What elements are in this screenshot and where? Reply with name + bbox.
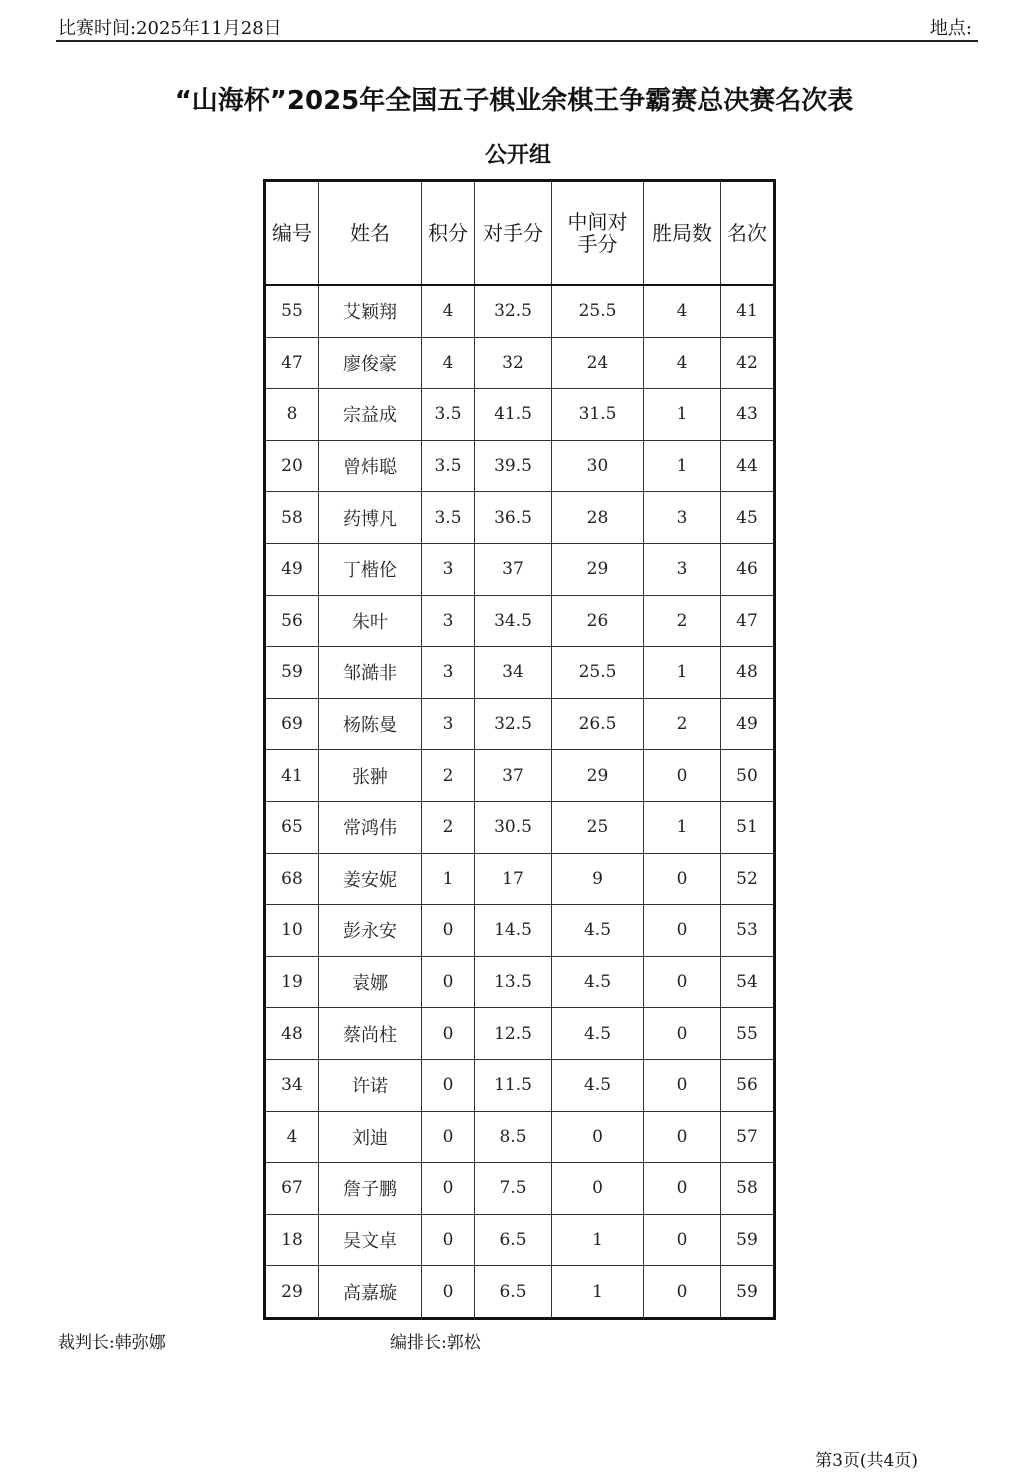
cell-name: 张翀 [319, 750, 422, 802]
cell-rank: 41 [721, 285, 775, 337]
cell-score: 3 [422, 647, 475, 699]
cell-rank: 45 [721, 492, 775, 544]
column-header-name: 姓名 [319, 181, 422, 286]
cell-wins: 4 [644, 337, 721, 389]
cell-opponent-score: 17 [475, 853, 552, 905]
cell-score: 3 [422, 543, 475, 595]
cell-middle-opponent-score: 1 [552, 1214, 644, 1266]
cell-name: 姜安妮 [319, 853, 422, 905]
cell-opponent-score: 30.5 [475, 801, 552, 853]
cell-rank: 46 [721, 543, 775, 595]
cell-opponent-score: 41.5 [475, 389, 552, 441]
cell-middle-opponent-score: 24 [552, 337, 644, 389]
cell-name: 宗益成 [319, 389, 422, 441]
cell-middle-opponent-score: 28 [552, 492, 644, 544]
cell-middle-opponent-score: 25.5 [552, 285, 644, 337]
cell-wins: 0 [644, 1059, 721, 1111]
cell-middle-opponent-score: 25 [552, 801, 644, 853]
column-header-rank: 名次 [721, 181, 775, 286]
chief-scheduler: 编排长:郭松 [390, 1333, 481, 1353]
table-row [265, 1163, 775, 1215]
cell-id: 55 [265, 285, 319, 337]
cell-rank: 53 [721, 905, 775, 957]
cell-id: 65 [265, 801, 319, 853]
cell-id: 41 [265, 750, 319, 802]
cell-wins: 2 [644, 595, 721, 647]
cell-id: 19 [265, 956, 319, 1008]
table-row [265, 956, 775, 1008]
cell-middle-opponent-score: 25.5 [552, 647, 644, 699]
cell-score: 0 [422, 956, 475, 1008]
column-header-middle-opponent-score [552, 181, 644, 286]
cell-score: 0 [422, 905, 475, 957]
cell-score: 0 [422, 1214, 475, 1266]
cell-id: 20 [265, 440, 319, 492]
cell-middle-opponent-score: 0 [552, 1111, 644, 1163]
table-row [265, 492, 775, 544]
table-row [265, 285, 775, 337]
cell-wins: 0 [644, 1008, 721, 1060]
cell-middle-opponent-score: 31.5 [552, 389, 644, 441]
column-header-middle-opponent-score-text: 中间对手分 [567, 210, 628, 256]
cell-opponent-score: 32 [475, 337, 552, 389]
table-row [265, 543, 775, 595]
cell-score: 4 [422, 285, 475, 337]
cell-name: 曾炜聪 [319, 440, 422, 492]
cell-name: 杨陈曼 [319, 698, 422, 750]
cell-wins: 1 [644, 801, 721, 853]
cell-id: 48 [265, 1008, 319, 1060]
cell-id: 34 [265, 1059, 319, 1111]
cell-wins: 0 [644, 1266, 721, 1319]
cell-wins: 1 [644, 389, 721, 441]
cell-score: 0 [422, 1111, 475, 1163]
table-row [265, 595, 775, 647]
cell-id: 59 [265, 647, 319, 699]
cell-name: 高嘉璇 [319, 1266, 422, 1319]
cell-rank: 47 [721, 595, 775, 647]
cell-opponent-score: 32.5 [475, 285, 552, 337]
cell-opponent-score: 32.5 [475, 698, 552, 750]
ranking-table-body [265, 285, 775, 1318]
cell-opponent-score: 14.5 [475, 905, 552, 957]
cell-middle-opponent-score: 0 [552, 1163, 644, 1215]
cell-score: 3.5 [422, 440, 475, 492]
cell-id: 56 [265, 595, 319, 647]
table-row [265, 1059, 775, 1111]
cell-id: 58 [265, 492, 319, 544]
ranking-table [263, 179, 776, 1320]
cell-name: 刘迪 [319, 1111, 422, 1163]
table-row [265, 440, 775, 492]
cell-name: 蔡尚柱 [319, 1008, 422, 1060]
cell-opponent-score: 34.5 [475, 595, 552, 647]
cell-rank: 43 [721, 389, 775, 441]
cell-score: 3 [422, 595, 475, 647]
cell-middle-opponent-score: 26 [552, 595, 644, 647]
table-row [265, 905, 775, 957]
cell-name: 廖俊豪 [319, 337, 422, 389]
cell-wins: 3 [644, 492, 721, 544]
cell-opponent-score: 7.5 [475, 1163, 552, 1215]
page-header [56, 12, 978, 42]
cell-opponent-score: 39.5 [475, 440, 552, 492]
cell-wins: 0 [644, 905, 721, 957]
cell-name: 朱叶 [319, 595, 422, 647]
table-row [265, 647, 775, 699]
cell-score: 0 [422, 1059, 475, 1111]
table-row [265, 337, 775, 389]
cell-opponent-score: 36.5 [475, 492, 552, 544]
match-date: 比赛时间:2025年11月28日 [58, 18, 282, 39]
cell-name: 袁娜 [319, 956, 422, 1008]
cell-wins: 0 [644, 1111, 721, 1163]
cell-wins: 1 [644, 647, 721, 699]
cell-middle-opponent-score: 4.5 [552, 905, 644, 957]
cell-name: 药博凡 [319, 492, 422, 544]
cell-rank: 59 [721, 1214, 775, 1266]
table-row [265, 750, 775, 802]
cell-id: 67 [265, 1163, 319, 1215]
table-row [265, 1111, 775, 1163]
cell-rank: 50 [721, 750, 775, 802]
table-header-row [265, 181, 775, 286]
cell-wins: 2 [644, 698, 721, 750]
cell-rank: 55 [721, 1008, 775, 1060]
cell-opponent-score: 11.5 [475, 1059, 552, 1111]
cell-rank: 59 [721, 1266, 775, 1319]
cell-wins: 0 [644, 1163, 721, 1215]
cell-name: 常鸿伟 [319, 801, 422, 853]
cell-rank: 58 [721, 1163, 775, 1215]
cell-id: 10 [265, 905, 319, 957]
cell-id: 68 [265, 853, 319, 905]
cell-score: 3.5 [422, 492, 475, 544]
cell-rank: 51 [721, 801, 775, 853]
cell-score: 4 [422, 337, 475, 389]
cell-name: 丁楷伦 [319, 543, 422, 595]
cell-score: 0 [422, 1266, 475, 1319]
cell-rank: 44 [721, 440, 775, 492]
table-row [265, 1214, 775, 1266]
cell-middle-opponent-score: 4.5 [552, 1059, 644, 1111]
column-header-opponent-score: 对手分 [475, 181, 552, 286]
cell-id: 4 [265, 1111, 319, 1163]
cell-opponent-score: 8.5 [475, 1111, 552, 1163]
cell-name: 詹子鹏 [319, 1163, 422, 1215]
table-row [265, 801, 775, 853]
cell-score: 2 [422, 750, 475, 802]
table-row [265, 853, 775, 905]
cell-opponent-score: 12.5 [475, 1008, 552, 1060]
cell-opponent-score: 6.5 [475, 1266, 552, 1319]
cell-middle-opponent-score: 30 [552, 440, 644, 492]
cell-rank: 56 [721, 1059, 775, 1111]
page-number: 第3页(共4页) [815, 1451, 918, 1471]
cell-id: 8 [265, 389, 319, 441]
table-row [265, 1266, 775, 1319]
cell-score: 2 [422, 801, 475, 853]
cell-rank: 52 [721, 853, 775, 905]
cell-middle-opponent-score: 26.5 [552, 698, 644, 750]
cell-score: 3.5 [422, 389, 475, 441]
cell-middle-opponent-score: 1 [552, 1266, 644, 1319]
cell-id: 18 [265, 1214, 319, 1266]
column-header-score: 积分 [422, 181, 475, 286]
cell-middle-opponent-score: 29 [552, 543, 644, 595]
chief-referee: 裁判长:韩弥娜 [58, 1333, 166, 1353]
cell-name: 许诺 [319, 1059, 422, 1111]
cell-wins: 0 [644, 750, 721, 802]
match-location: 地点: [929, 18, 972, 39]
cell-middle-opponent-score: 4.5 [552, 1008, 644, 1060]
cell-id: 29 [265, 1266, 319, 1319]
cell-score: 1 [422, 853, 475, 905]
cell-middle-opponent-score: 29 [552, 750, 644, 802]
cell-opponent-score: 34 [475, 647, 552, 699]
table-row [265, 698, 775, 750]
cell-name: 邹澔非 [319, 647, 422, 699]
cell-wins: 0 [644, 1214, 721, 1266]
cell-opponent-score: 13.5 [475, 956, 552, 1008]
column-header-id: 编号 [265, 181, 319, 286]
cell-name: 吴文卓 [319, 1214, 422, 1266]
cell-opponent-score: 6.5 [475, 1214, 552, 1266]
cell-score: 0 [422, 1163, 475, 1215]
cell-id: 47 [265, 337, 319, 389]
cell-rank: 54 [721, 956, 775, 1008]
cell-rank: 42 [721, 337, 775, 389]
cell-opponent-score: 37 [475, 543, 552, 595]
table-row [265, 1008, 775, 1060]
column-header-wins: 胜局数 [644, 181, 721, 286]
cell-name: 艾颖翔 [319, 285, 422, 337]
cell-rank: 48 [721, 647, 775, 699]
cell-rank: 57 [721, 1111, 775, 1163]
cell-score: 3 [422, 698, 475, 750]
cell-wins: 0 [644, 853, 721, 905]
cell-id: 69 [265, 698, 319, 750]
cell-score: 0 [422, 1008, 475, 1060]
cell-id: 49 [265, 543, 319, 595]
cell-wins: 4 [644, 285, 721, 337]
page-title: “山海杯”2025年全国五子棋业余棋王争霸赛总决赛名次表 [174, 86, 854, 116]
cell-wins: 0 [644, 956, 721, 1008]
table-row [265, 389, 775, 441]
cell-opponent-score: 37 [475, 750, 552, 802]
group-subtitle: 公开组 [484, 143, 551, 168]
cell-name: 彭永安 [319, 905, 422, 957]
cell-rank: 49 [721, 698, 775, 750]
cell-middle-opponent-score: 4.5 [552, 956, 644, 1008]
cell-wins: 3 [644, 543, 721, 595]
cell-middle-opponent-score: 9 [552, 853, 644, 905]
cell-wins: 1 [644, 440, 721, 492]
